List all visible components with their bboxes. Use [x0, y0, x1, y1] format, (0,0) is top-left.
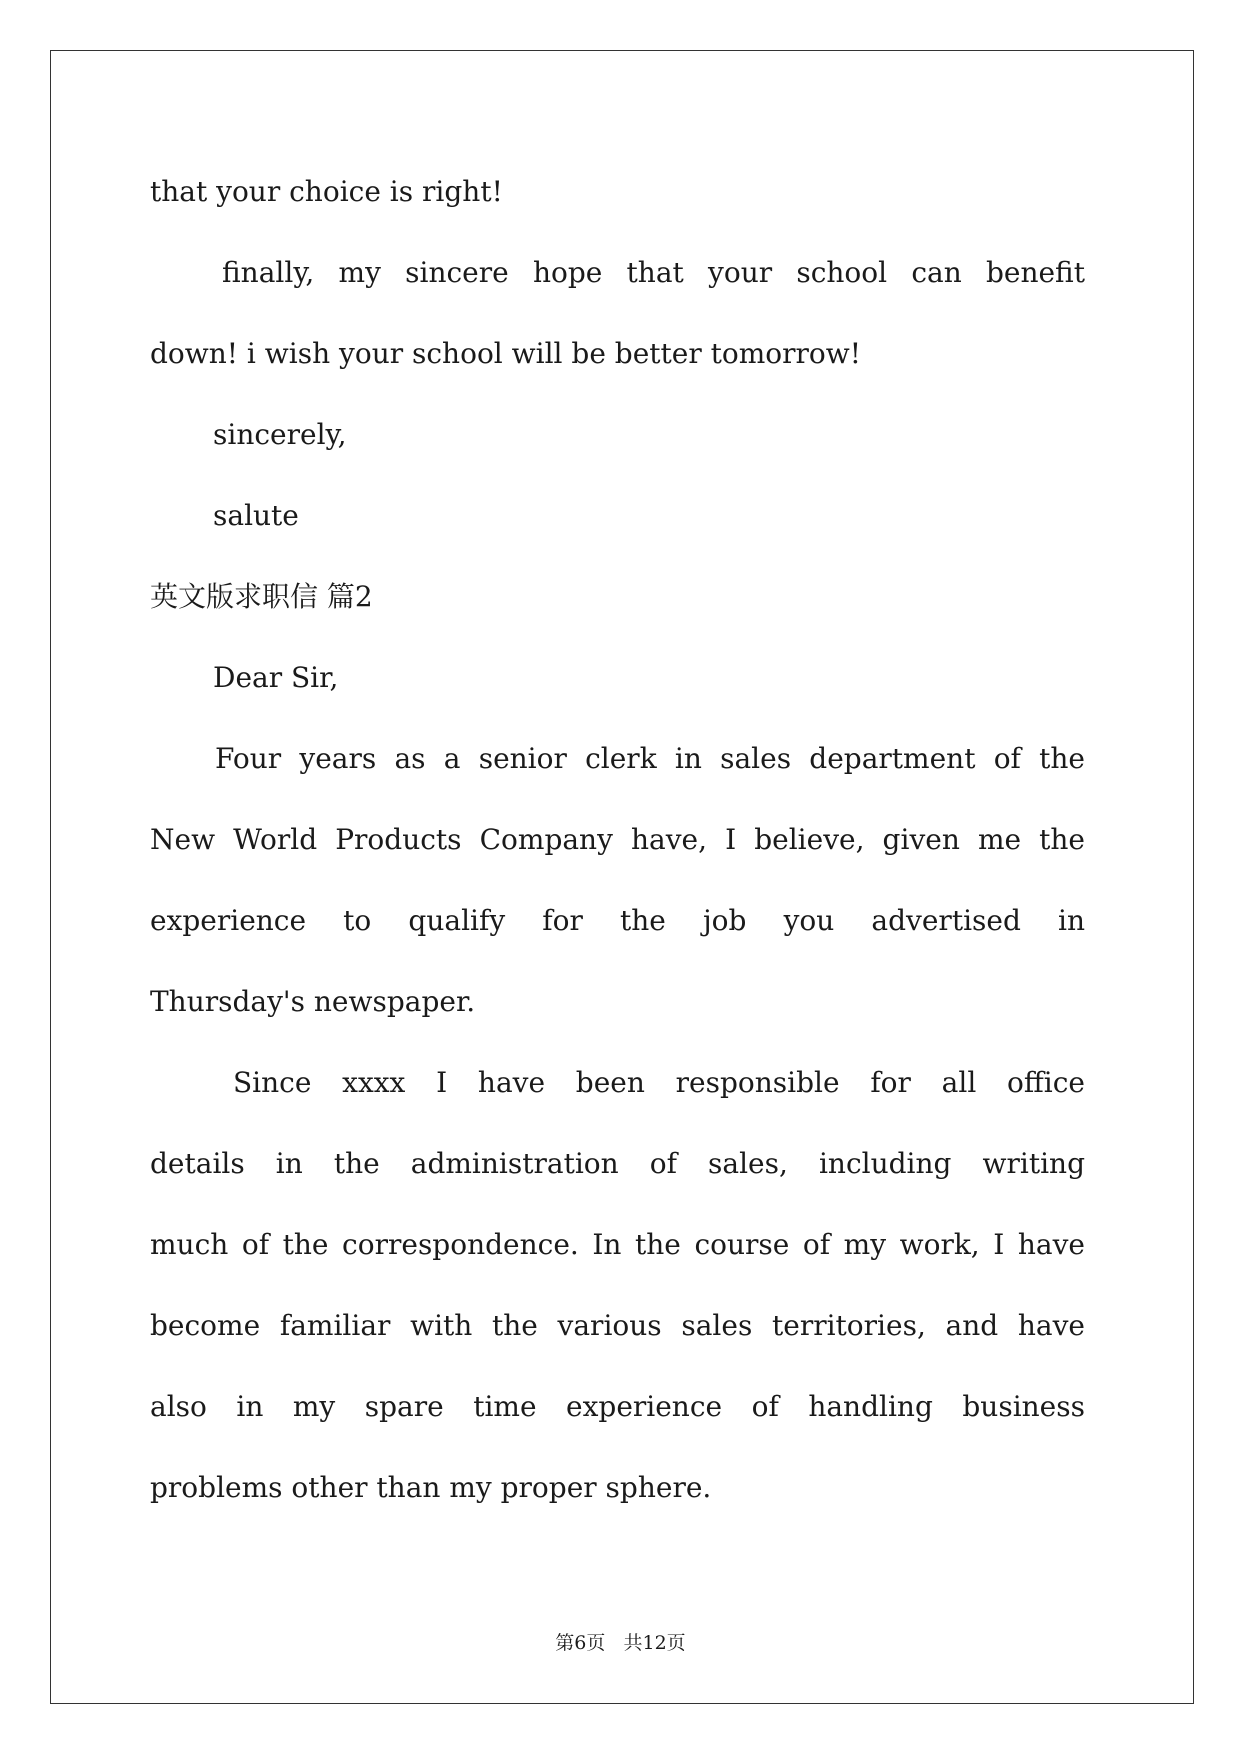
- body-line: down! i wish your school will be better tomorrow!: [150, 337, 862, 370]
- body-line: that your choice is right!: [150, 175, 503, 208]
- body-line: New World Products Company have, I believe, given me the: [150, 823, 1085, 856]
- body-line: Four years as a senior clerk in sales department of the: [215, 742, 1085, 775]
- body-line: experience to qualify for the job you advertised in: [150, 904, 1085, 937]
- body-line: sincerely,: [213, 418, 347, 451]
- page-border: [50, 50, 1194, 1704]
- body-line: salute: [213, 499, 299, 532]
- body-line: problems other than my proper sphere.: [150, 1471, 712, 1504]
- page-number-footer: 第6页 共12页: [555, 1632, 686, 1654]
- body-line: also in my spare time experience of handling business: [150, 1390, 1085, 1423]
- body-line: Thursday's newspaper.: [150, 985, 476, 1018]
- body-line: finally, my sincere hope that your school can benefit: [222, 256, 1085, 289]
- body-line: become familiar with the various sales territories, and have: [150, 1309, 1085, 1342]
- section-heading: 英文版求职信 篇2: [150, 580, 373, 613]
- salutation: Dear Sir,: [213, 661, 339, 694]
- body-line: much of the correspondence. In the course of my work, I have: [150, 1228, 1085, 1261]
- body-line: details in the administration of sales, including writing: [150, 1147, 1085, 1180]
- body-line: Since xxxx I have been responsible for all office: [233, 1066, 1085, 1099]
